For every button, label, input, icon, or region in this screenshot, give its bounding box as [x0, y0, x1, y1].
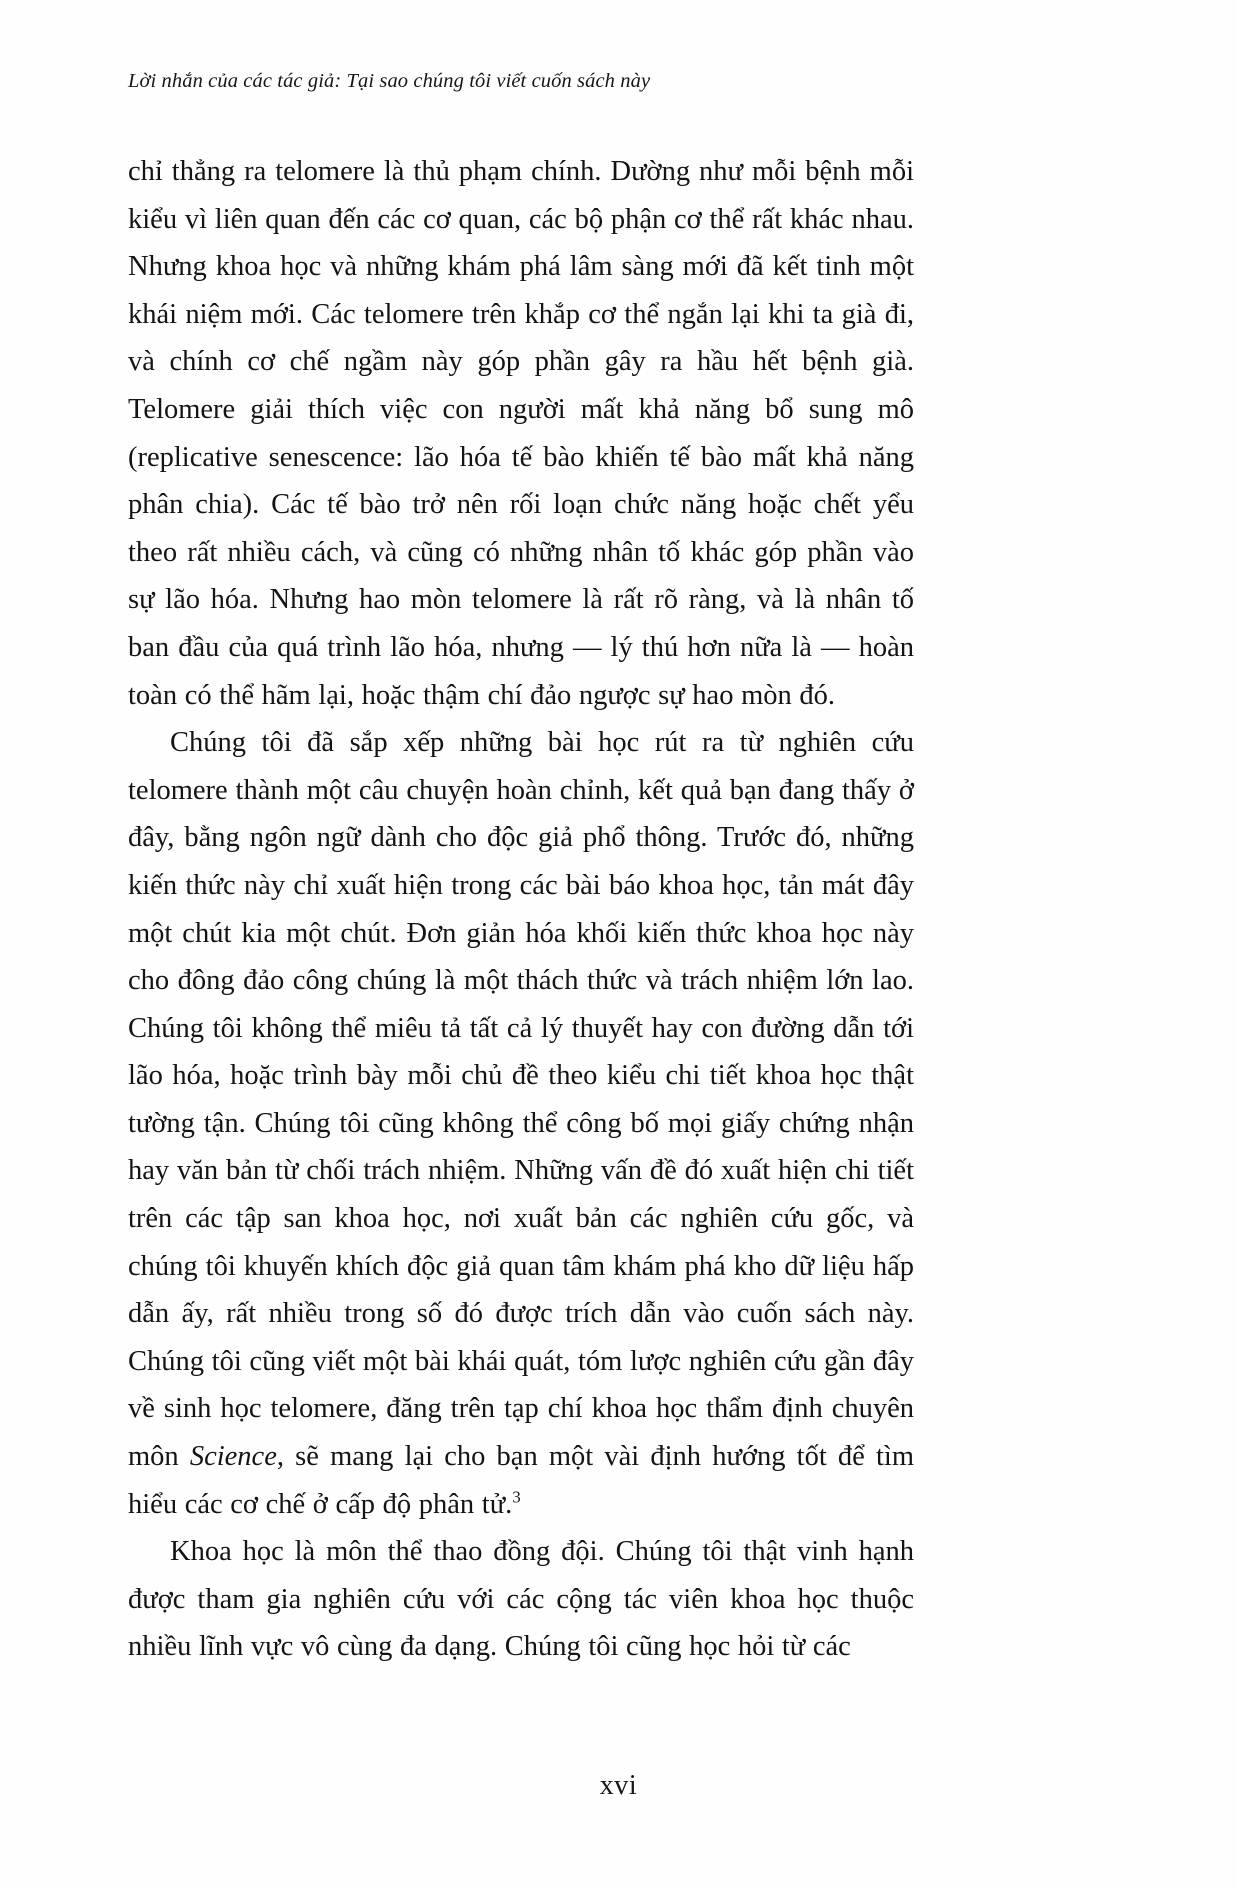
footnote-marker: 3	[512, 1487, 521, 1507]
journal-name-science: Science	[189, 1441, 277, 1473]
page-number: xvi	[599, 1770, 638, 1801]
paragraph-2-text-before-italic: Chúng tôi đã sắp xếp những bài học rút ra từ nghiên cứu telomere thành một câu chuyện hoàn chỉnh, kết quả bạn đang thấy ở đây, bằng ngôn ngữ dành cho độc giả phổ thông. Trước đó, những kiến thức này chỉ xuất hiện trong các bài báo khoa học, tản mát đây một chút kia một chút. Đơn giản hóa khối kiến thức khoa học này cho đông đảo công chúng là một thách thức và trách nhiệm lớn lao. Chúng tôi không thể miêu tả tất cả lý thuyết hay con đường dẫn tới lão hóa, hoặc trình bày mỗi chủ đề theo kiểu chi tiết khoa học thật tường tận. Chúng tôi cũng không thể công bố mọi giấy chứng nhận hay văn bản từ chối trách nhiệm. Những vấn đề đó xuất hiện chi tiết trên các tập san khoa học, nơi xuất bản các nghiên cứu gốc, và chúng tôi khuyến khích độc giả quan tâm khám phá kho dữ liệu hấp dẫn ấy, rất nhiều trong số đó được trích dẫn vào cuốn sách này. Chúng tôi cũng viết một bài khái quát, tóm lược nghiên cứu gần đây về sinh học telomere, đăng trên tạp chí khoa học thẩm định chuyên môn	[128, 727, 914, 1473]
paragraph-2-text-after-italic: , sẽ mang lại cho bạn một vài định hướng tốt để tìm hiểu các cơ chế ở cấp độ phân tử.	[128, 1441, 914, 1520]
body-text-block	[128, 148, 914, 1671]
paragraph-2	[128, 719, 914, 1528]
running-header: Lời nhắn của các tác giả: Tại sao chúng tôi viết cuốn sách này	[128, 70, 651, 92]
paragraph-3: Khoa học là môn thể thao đồng đội. Chúng tôi thật vinh hạnh được tham gia nghiên cứu với các cộng tác viên khoa học thuộc nhiều lĩnh vực vô cùng đa dạng. Chúng tôi cũng học hỏi từ các	[128, 1536, 914, 1663]
paragraph-1: chỉ thẳng ra telomere là thủ phạm chính. Dường như mỗi bệnh mỗi kiểu vì liên quan đến các cơ quan, các bộ phận cơ thể rất khác nhau. Nhưng khoa học và những khám phá lâm sàng mới đã kết tinh một khái niệm mới. Các telomere trên khắp cơ thể ngắn lại khi ta già đi, và chính cơ chế ngầm này góp phần gây ra hầu hết bệnh già. Telomere giải thích việc con người mất khả năng bổ sung mô (replicative senescence: lão hóa tế bào khiến tế bào mất khả năng phân chia). Các tế bào trở nên rối loạn chức năng hoặc chết yểu theo rất nhiều cách, và cũng có những nhân tố khác góp phần vào sự lão hóa. Nhưng hao mòn telomere là rất rõ ràng, và là nhân tố ban đầu của quá trình lão hóa, nhưng — lý thú hơn nữa là — hoàn toàn có thể hãm lại, hoặc thậm chí đảo ngược sự hao mòn đó.	[128, 156, 914, 711]
